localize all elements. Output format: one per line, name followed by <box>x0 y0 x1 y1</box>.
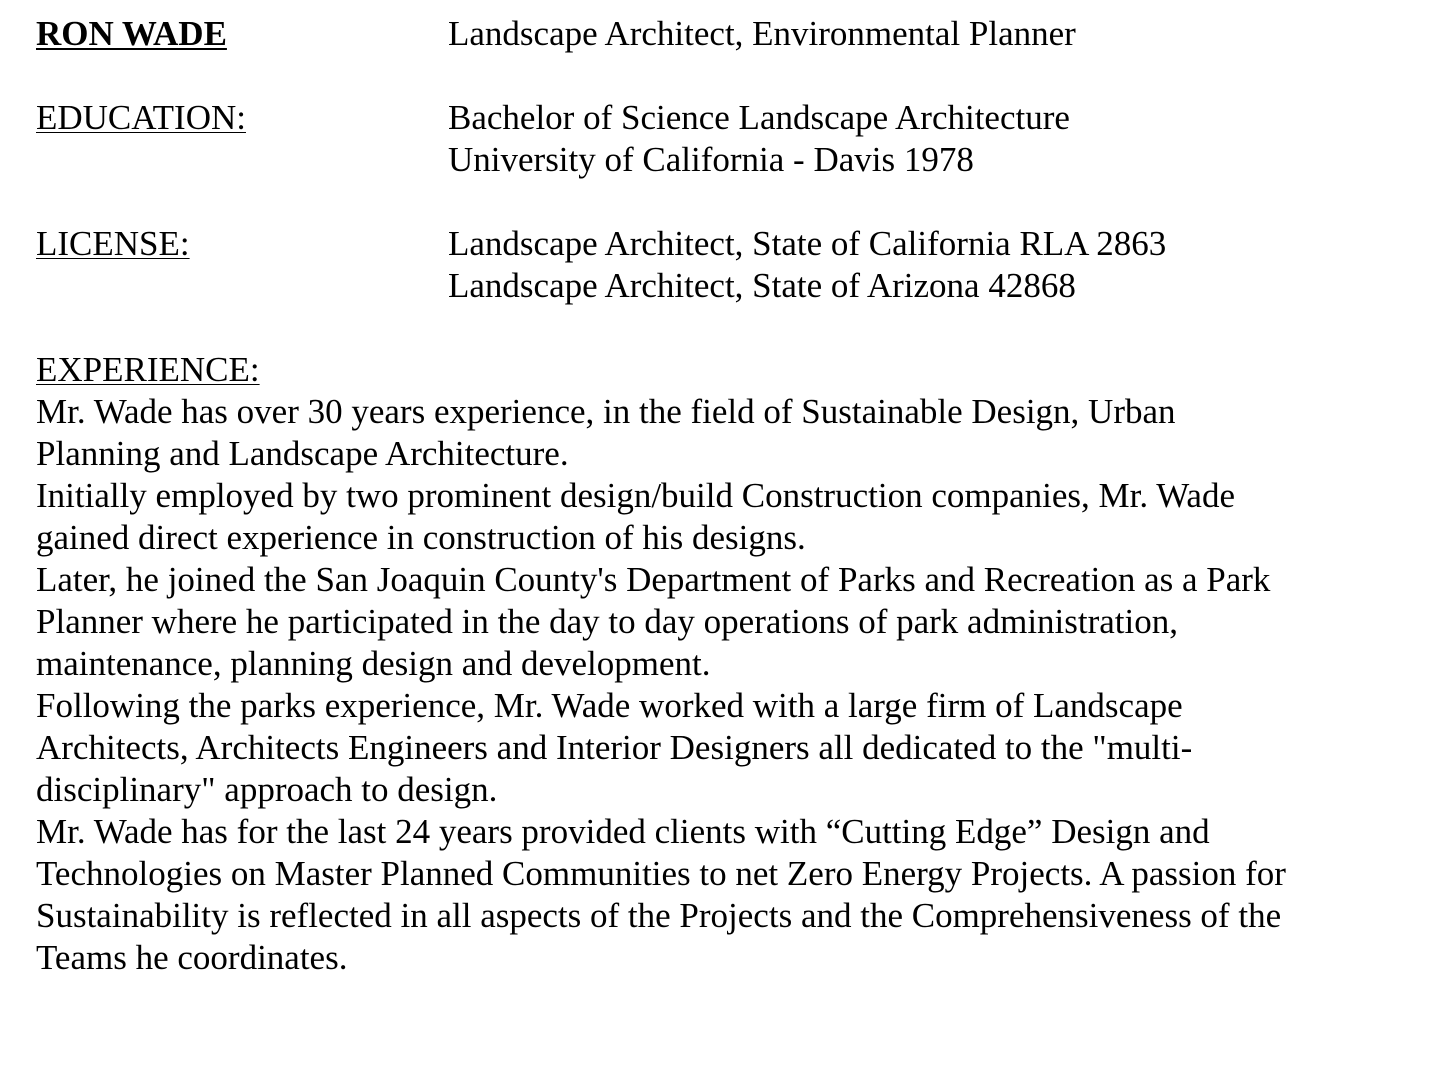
experience-line: Initially employed by two prominent design/build Construction companies, Mr. Wade <box>36 476 1236 515</box>
license-california: Landscape Architect, State of California RLA 2863 <box>448 224 1167 263</box>
license-arizona: Landscape Architect, State of Arizona 42868 <box>448 266 1076 305</box>
education-degree: Bachelor of Science Landscape Architecture <box>448 98 1070 137</box>
experience-label: EXPERIENCE: <box>36 350 260 389</box>
person-name: RON WADE <box>36 14 227 53</box>
experience-line: Architects, Architects Engineers and Interior Designers all dedicated to the "multi- <box>36 728 1193 767</box>
professional-title: Landscape Architect, Environmental Planner <box>448 14 1076 53</box>
resume-document <box>36 13 1416 979</box>
license-label: LICENSE: <box>36 224 190 263</box>
education-section <box>36 97 1416 181</box>
education-school: University of California - Davis 1978 <box>448 140 974 179</box>
experience-line: gained direct experience in construction of his designs. <box>36 518 806 557</box>
header-row <box>36 13 1416 55</box>
experience-line: Following the parks experience, Mr. Wade worked with a large firm of Landscape <box>36 686 1183 725</box>
experience-line: disciplinary" approach to design. <box>36 770 498 809</box>
experience-line: Teams he coordinates. <box>36 938 348 977</box>
experience-line: Planner where he participated in the day to day operations of park administration, <box>36 602 1178 641</box>
experience-line: Later, he joined the San Joaquin County's Department of Parks and Recreation as a Park <box>36 560 1271 599</box>
license-section <box>36 223 1416 307</box>
experience-line: maintenance, planning design and development. <box>36 644 711 683</box>
education-label: EDUCATION: <box>36 98 246 137</box>
experience-line: Planning and Landscape Architecture. <box>36 434 569 473</box>
experience-line: Mr. Wade has for the last 24 years provided clients with “Cutting Edge” Design and <box>36 812 1210 851</box>
experience-line: Sustainability is reflected in all aspects of the Projects and the Comprehensiveness of the <box>36 896 1282 935</box>
experience-line: Technologies on Master Planned Communities to net Zero Energy Projects. A passion for <box>36 854 1286 893</box>
experience-line: Mr. Wade has over 30 years experience, in the field of Sustainable Design, Urban <box>36 392 1176 431</box>
experience-section <box>36 349 1416 979</box>
